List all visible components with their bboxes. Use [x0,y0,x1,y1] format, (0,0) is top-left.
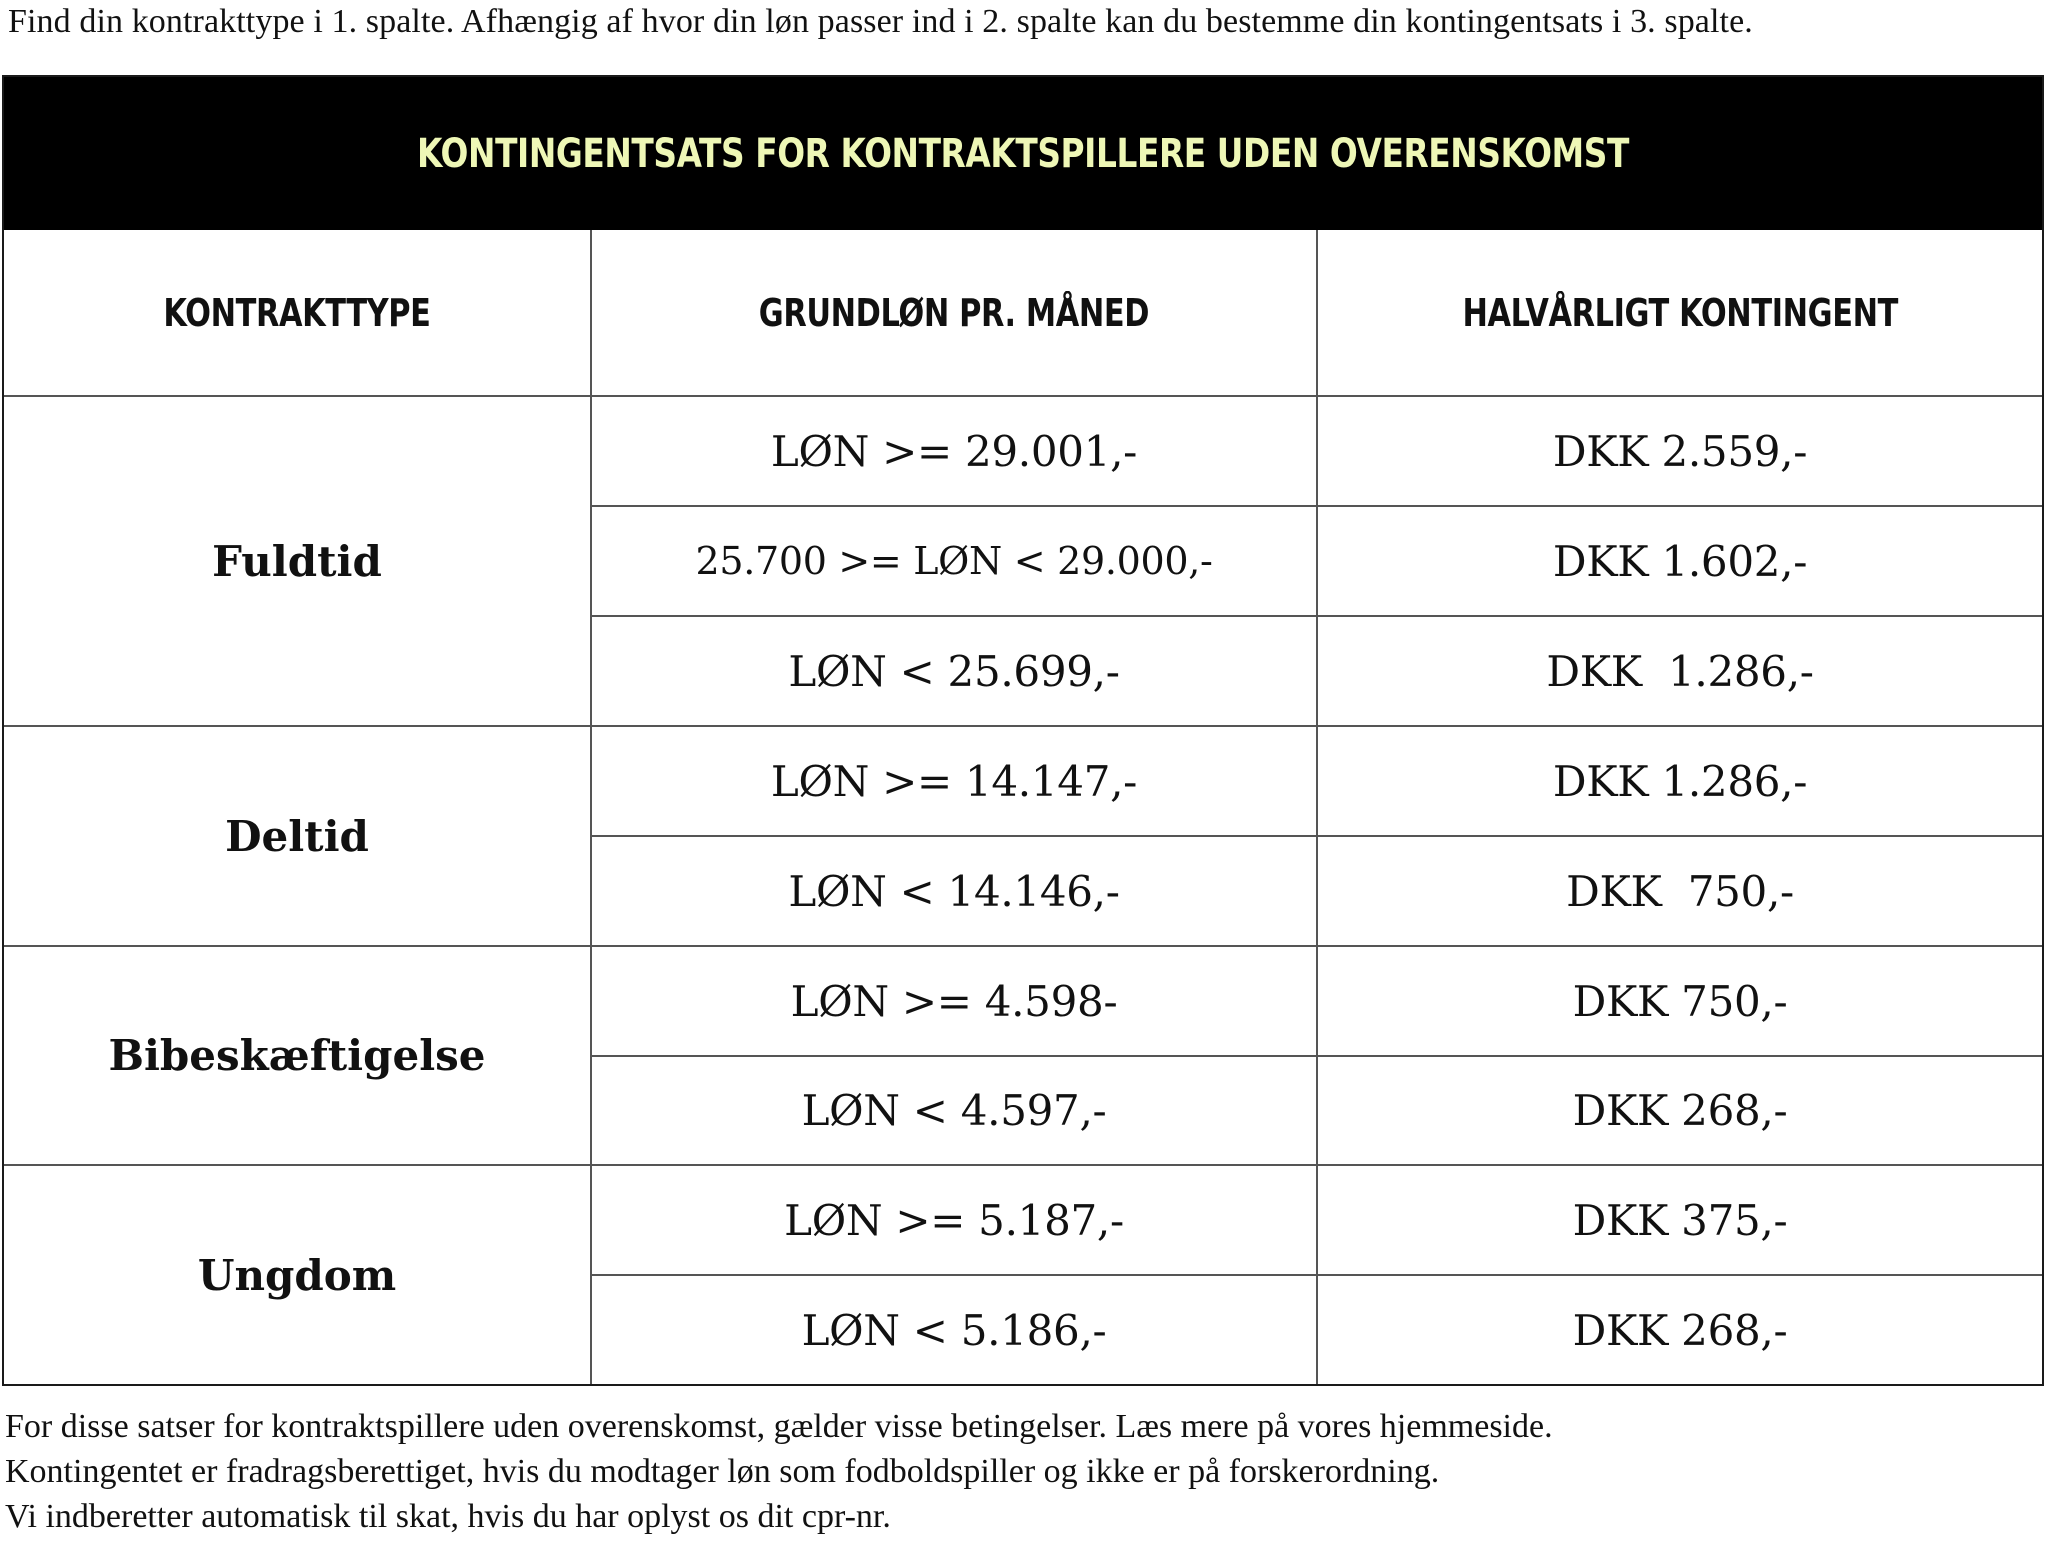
row-divider [4,1164,2042,1166]
fee-cell: DKK 750,- [1572,976,1788,1026]
row-divider [4,395,2042,397]
salary-cell: LØN >= 14.147,- [770,756,1138,806]
table-title: KONTINGENTSATS FOR KONTRAKTSPILLERE UDEN OVERENSKOMST [417,130,1629,177]
salary-cell: LØN < 4.597,- [801,1086,1107,1135]
row-divider [590,1055,2042,1057]
column-divider [590,230,592,1384]
fee-cell: DKK 1.286,- [1546,646,1814,696]
salary-cell: LØN < 25.699,- [788,646,1120,696]
table-title-banner [4,77,2042,230]
row-divider [590,835,2042,837]
fee-cell: DKK 2.559,- [1552,426,1808,476]
fee-cell: DKK 750,- [1566,866,1794,916]
fee-table [2,75,2044,1386]
contract-type-fuldtid: Fuldtid [212,536,382,586]
contract-type-ungdom: Ungdom [197,1250,397,1300]
salary-cell: LØN >= 5.187,- [784,1195,1124,1245]
fee-cell: DKK 1.602,- [1552,536,1808,586]
intro-text: Find din kontrakttype i 1. spalte. Afhængig af hvor din løn passer ind i 2. spalte kan du bestemme din kontingentsats i 3. spalte. [8,3,1753,40]
row-divider [590,615,2042,617]
row-divider [590,505,2042,507]
salary-cell: LØN >= 29.001,- [770,426,1138,476]
footnote: For disse satser for kontraktspillere uden overenskomst, gælder visse betingelser. Læs mere på vores hjemmeside. [5,1408,1553,1445]
fee-cell: DKK 268,- [1572,1086,1788,1135]
salary-cell: LØN >= 4.598- [790,976,1118,1026]
column-header-contract-type: KONTRAKTTYPE [163,290,431,335]
footnote: Vi indberetter automatisk til skat, hvis du har oplyst os dit cpr-nr. [5,1498,891,1535]
salary-cell: 25.700 >= LØN < 29.000,- [695,539,1213,583]
row-divider [590,1274,2042,1276]
row-divider [4,725,2042,727]
fee-cell: DKK 268,- [1572,1305,1788,1355]
footnote: Kontingentet er fradragsberettiget, hvis du modtager løn som fodboldspiller og ikke er på forskerordning. [5,1453,1440,1490]
salary-cell: LØN < 14.146,- [788,866,1120,916]
row-divider [4,945,2042,947]
contract-type-deltid: Deltid [225,811,369,861]
column-header-salary: GRUNDLØN PR. MÅNED [758,290,1150,335]
column-header-fee: HALVÅRLIGT KONTINGENT [1462,290,1898,335]
column-divider [1316,230,1318,1384]
fee-grid [4,230,2042,1384]
footnotes [5,1404,2045,1539]
contract-type-bibeskaeftigelse: Bibeskæftigelse [108,1031,486,1080]
fee-cell: DKK 1.286,- [1552,756,1808,806]
salary-cell: LØN < 5.186,- [801,1305,1107,1355]
fee-cell: DKK 375,- [1572,1195,1788,1245]
